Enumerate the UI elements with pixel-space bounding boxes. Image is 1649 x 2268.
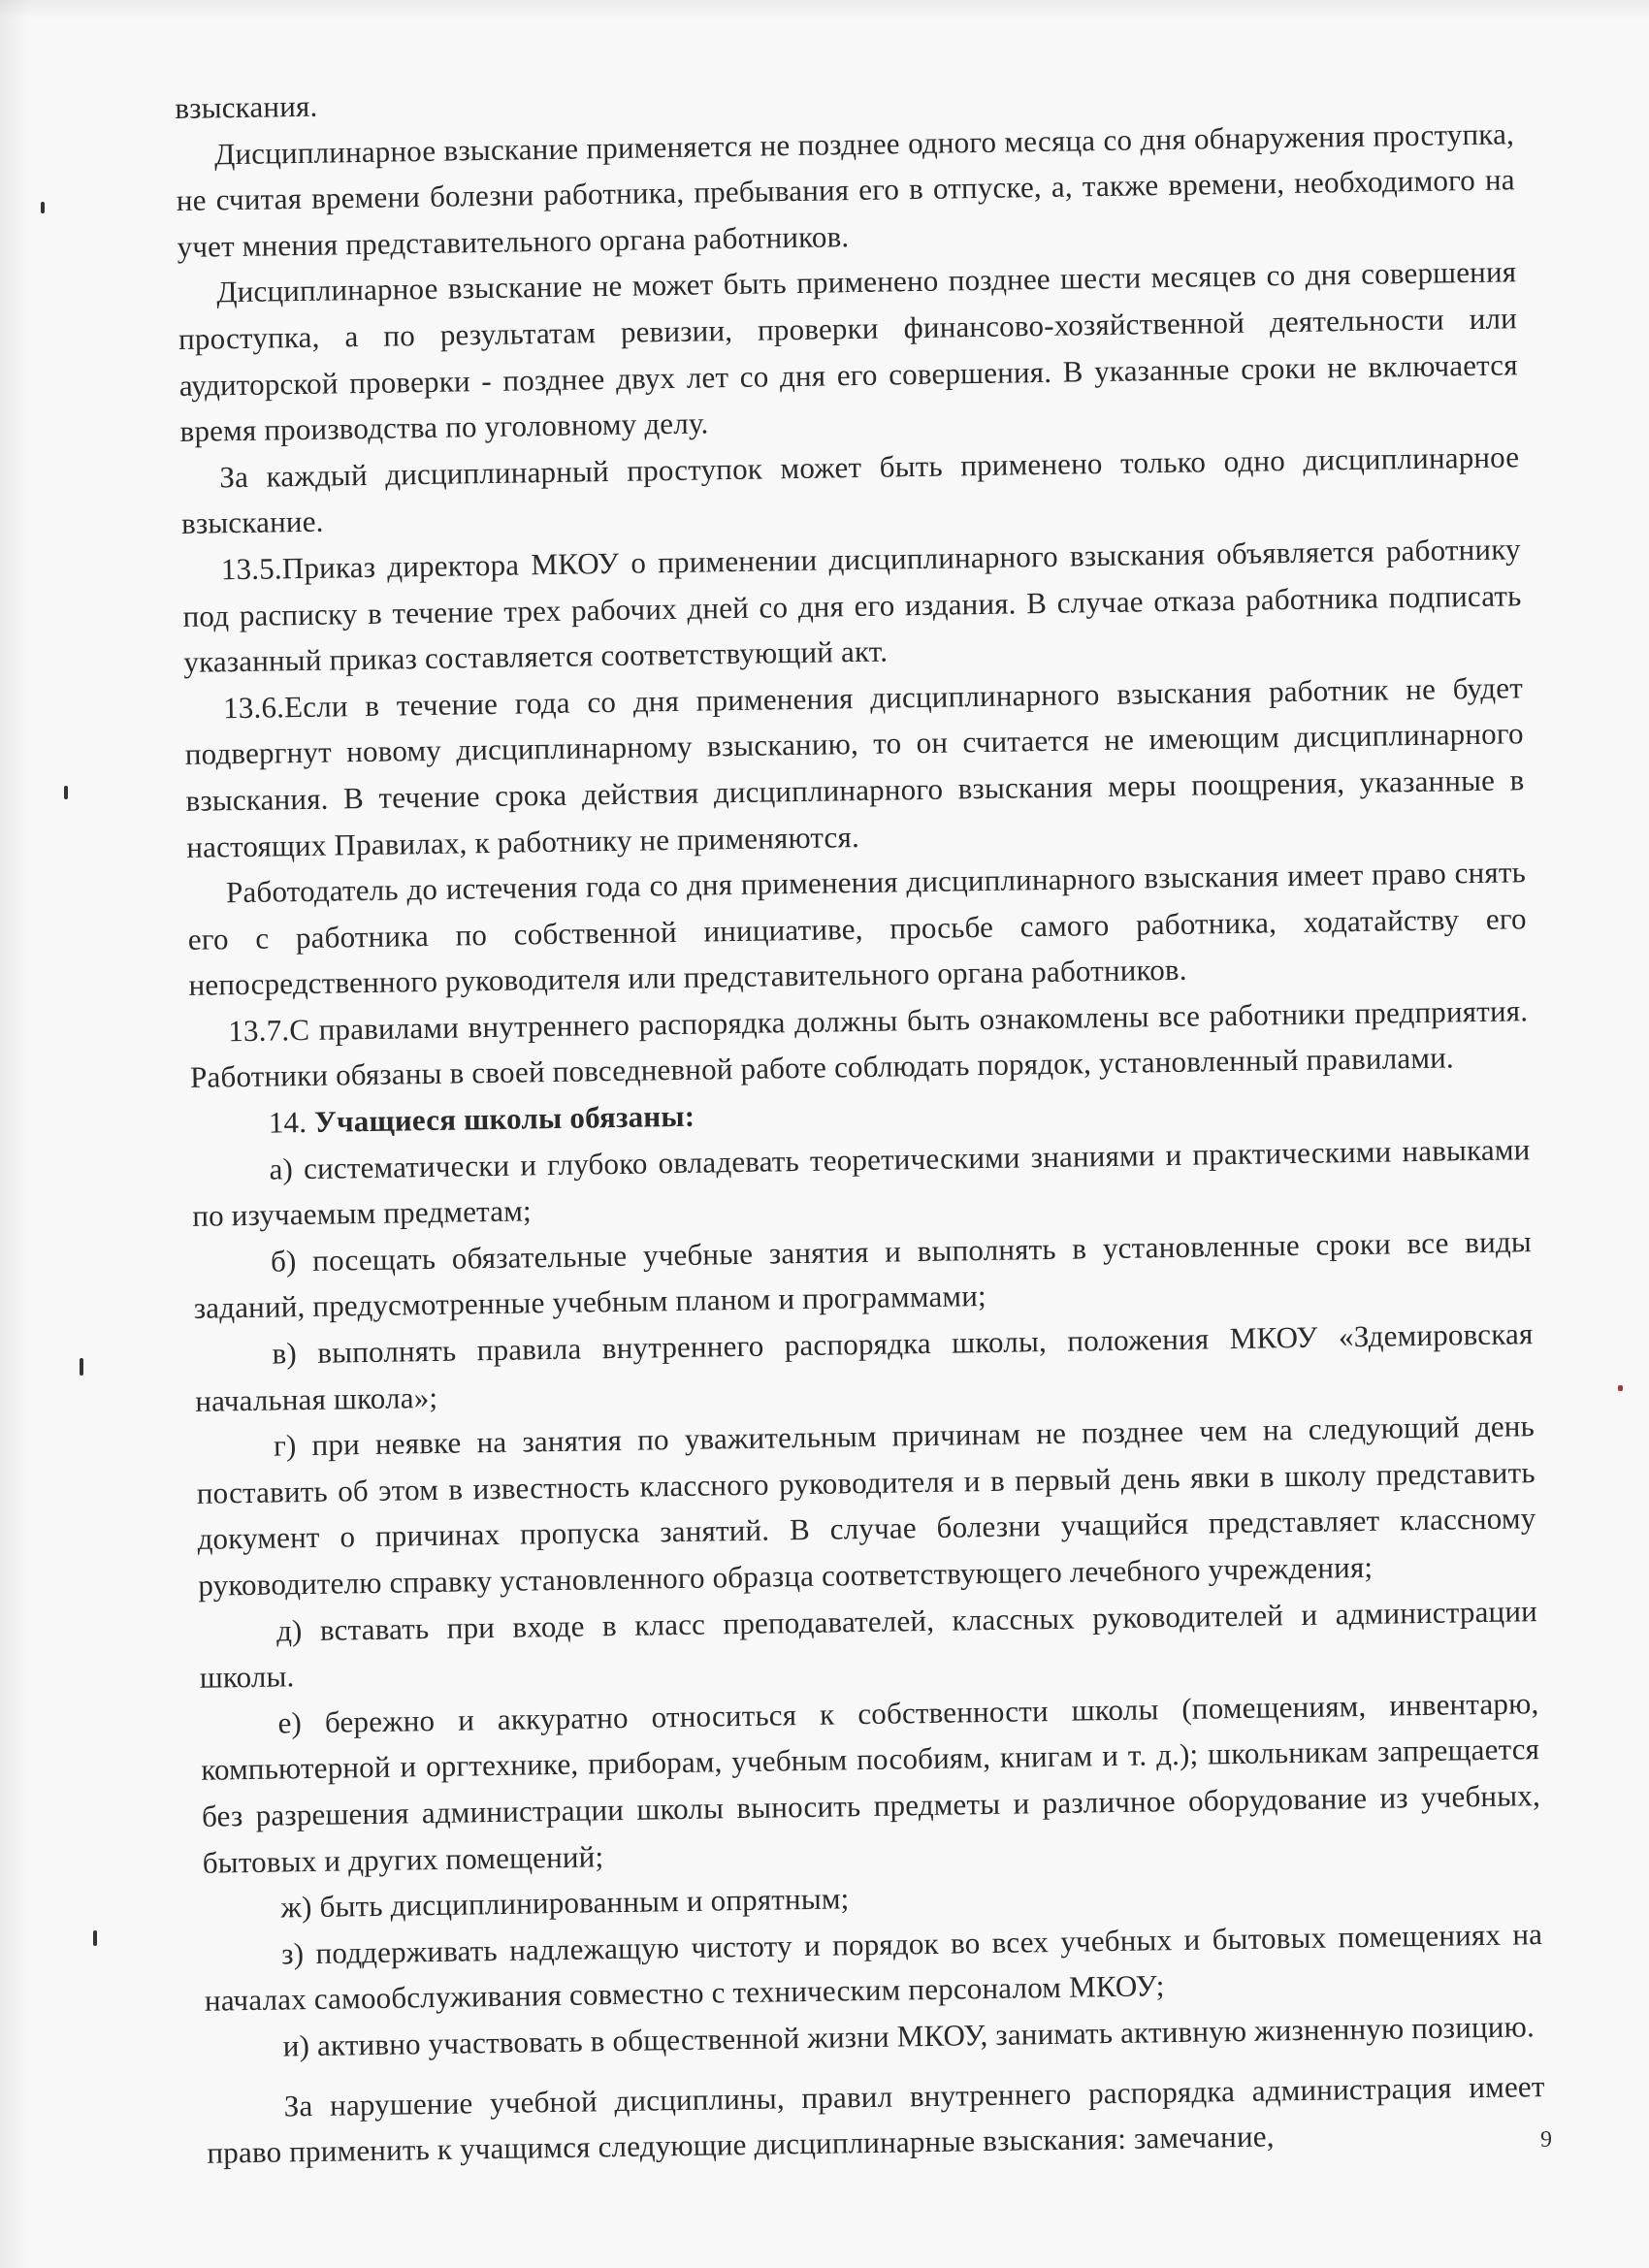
paragraph: Дисциплинарное взыскание применяется не позднее одного месяца со дня обнаружения проступка, не считая времени болезни работника, пребывания его в отпуске, а, также времени, необходимого на учет мнения представительного органа работников.	[176, 115, 1515, 264]
scan-speck	[1618, 1385, 1623, 1391]
scan-speck	[64, 786, 68, 799]
paragraph-13-6: 13.6.Если в течение года со дня применения дисциплинарного взыскания работник не будет подвергнут новому дисциплинарному взысканию, то он считается не имеющим дисциплинарного взыскания. В течение срока действия дисциплинарного взыскания меры поощрения, указанные в настоящих Правилах, к работнику не применяются.	[184, 669, 1525, 864]
document-body	[175, 64, 1546, 2176]
list-item-z: з) поддерживать надлежащую чистоту и порядок во всех учебных и бытовых помещениях на началах самообслуживания совместно с техническим персоналом МКОУ;	[204, 1916, 1543, 2019]
paragraph: взыскания.	[175, 88, 318, 125]
list-item-i: и) активно участвовать в общественной жизни МКОУ, занимать активную жизненную позицию.	[282, 2009, 1536, 2063]
scan-edge-shadow-top	[0, 0, 1649, 19]
paragraph: Работодатель до истечения года со дня применения дисциплинарного взыскания имеет право снять его с работника по собственной инициативе, просьбе самого работника, ходатайству его непосредственного руководителя или представительного органа работников.	[187, 855, 1527, 1003]
list-item-zh: ж) быть дисциплинированным и опрятным;	[280, 1881, 850, 1925]
paragraph: За каждый дисциплинарный проступок может быть применено только одно дисциплинарное взыскание.	[180, 439, 1520, 541]
list-item-e: е) бережно и аккуратно относиться к собственности школы (помещениям, инвентарю, компьютерной и оргтехнике, приборам, учебным пособиям, книгам и т. д.); школьникам запрещается без разрешения администрации школы выносить предметы и различное оборудование из учебных, бытовых и других помещений;	[201, 1685, 1541, 1880]
paragraph-13-7: 13.7.С правилами внутреннего распорядка должны быть ознакомлены все работники предприятия. Работники обязаны в своей повседневной работе соблюдать порядок, установленный правилами.	[189, 993, 1529, 1095]
section-title: Учащиеся школы обязаны:	[313, 1098, 695, 1139]
list-item-v: в) выполнять правила внутреннего распорядка школы, положения МКОУ «Здемировская начальная школа»;	[195, 1316, 1534, 1418]
scan-edge-shadow-left	[0, 0, 29, 2268]
list-item-g: г) при неявке на занятия по уважительным причинам не позднее чем на следующий день поставить об этом в известность классного руководителя и в первый день явки в школу представить документ о причинах пропуска занятий. В случае болезни учащийся представляет классному руководителю справку установленного образца соответствующего лечебного учреждения;	[196, 1409, 1536, 1603]
list-item-b: б) посещать обязательные учебные занятия и выполнять в установленные сроки все виды заданий, предусмотренные учебным планом и программами;	[193, 1224, 1533, 1326]
closing-paragraph: За нарушение учебной дисциплины, правил внутреннего распорядка администрация имеет право применить к учащимся следующие дисциплинарные взыскания: замечание,	[207, 2068, 1545, 2170]
scan-speck	[80, 1358, 83, 1376]
section-number: 14.	[268, 1105, 307, 1140]
list-item-d: д) вставать при входе в класс преподавателей, классных руководителей и администрации школы.	[199, 1593, 1538, 1695]
scan-speck	[93, 1930, 97, 1946]
list-item-a: а) систематически и глубоко овладевать теоретическими знаниями и практическими навыками по изучаемым предметам;	[192, 1131, 1531, 1234]
paragraph: Дисциплинарное взыскание не может быть применено позднее шести месяцев со дня совершения проступка, а по результатам ревизии, проверки финансово-хозяйственной деятельности или аудиторской проверки - позднее двух лет со дня его совершения. В указанные сроки не включается время производства по уголовному делу.	[178, 254, 1518, 449]
page-number: 9	[1540, 2127, 1552, 2153]
scan-speck	[41, 202, 45, 213]
paragraph-13-5: 13.5.Приказ директора МКОУ о применении дисциплинарного взыскания объявляется работнику под расписку в течение трех рабочих дней со дня его издания. В случае отказа работника подписать указанный приказ составляется соответствующий акт.	[182, 532, 1522, 680]
